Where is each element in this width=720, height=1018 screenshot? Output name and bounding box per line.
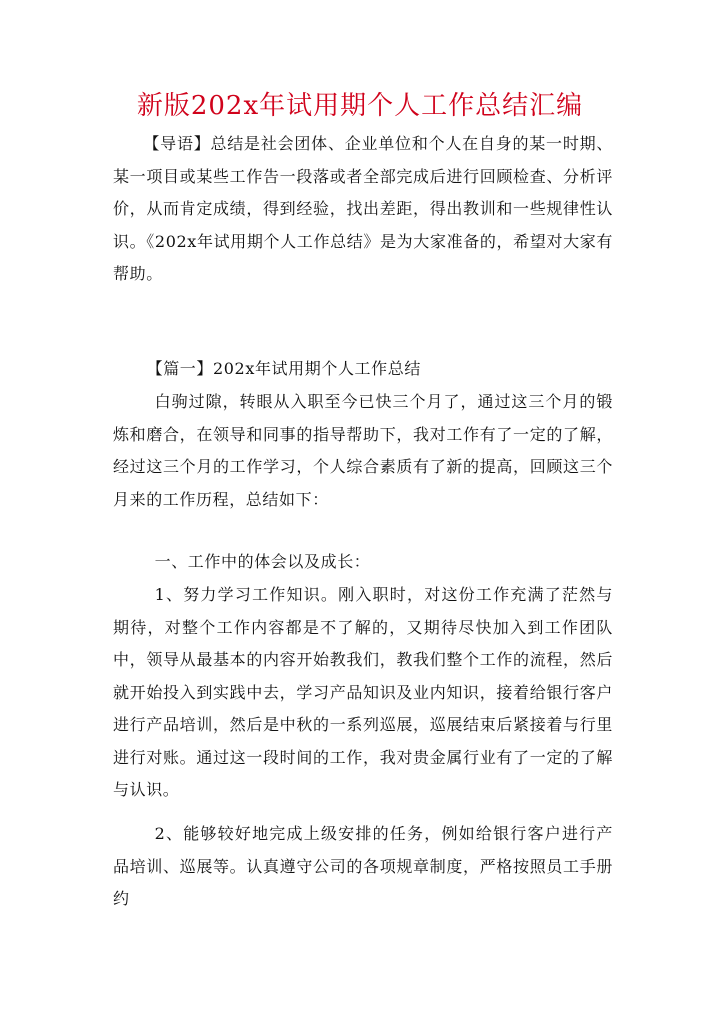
body-paragraph: 1、努力学习工作知识。刚入职时，对这份工作充满了茫然与期待，对整个工作内容都是不了解的，又期待尽快加入到工作团队中，领导从最基本的内容开始教我们，教我们整个工作的流程，然后就开始投入到实践中去，学习产品知识及业内知识，接着给银行客户进行产品培训，然后是中秋的一系列巡展，巡展结束后紧接着与行里进行对账。通过这一段时间的工作，我对贵金属行业有了一定的了解与认识。 [113,585,613,799]
document-title: 新版202x年试用期个人工作总结汇编 [136,91,584,121]
section-heading: 【篇一】202x年试用期个人工作总结 [146,359,421,378]
intro-paragraph: 【导语】总结是社会团体、企业单位和个人在自身的某一时期、某一项目或某些工作告一段落或者全部完成后进行回顾检查、分析评价，从而肯定成绩，得到经验，找出差距，得出教训和一些规律性认识。《202x年试用期个人工作总结》是为大家准备的，希望对大家有帮助。 [113,134,613,283]
subheading: 一、工作中的体会以及成长： [154,552,371,571]
body-paragraph: 白驹过隙，转眼从入职至今已快三个月了，通过这三个月的锻炼和磨合，在领导和同事的指导帮助下，我对工作有了一定的了解，经过这三个月的工作学习，个人综合素质有了新的提高，回顾这三个月来的工作历程，总结如下： [113,392,613,509]
body-paragraph: 2、能够较好地完成上级安排的任务，例如给银行客户进行产品培训、巡展等。认真遵守公司的各项规章制度，严格按照员工手册约 [113,824,613,908]
